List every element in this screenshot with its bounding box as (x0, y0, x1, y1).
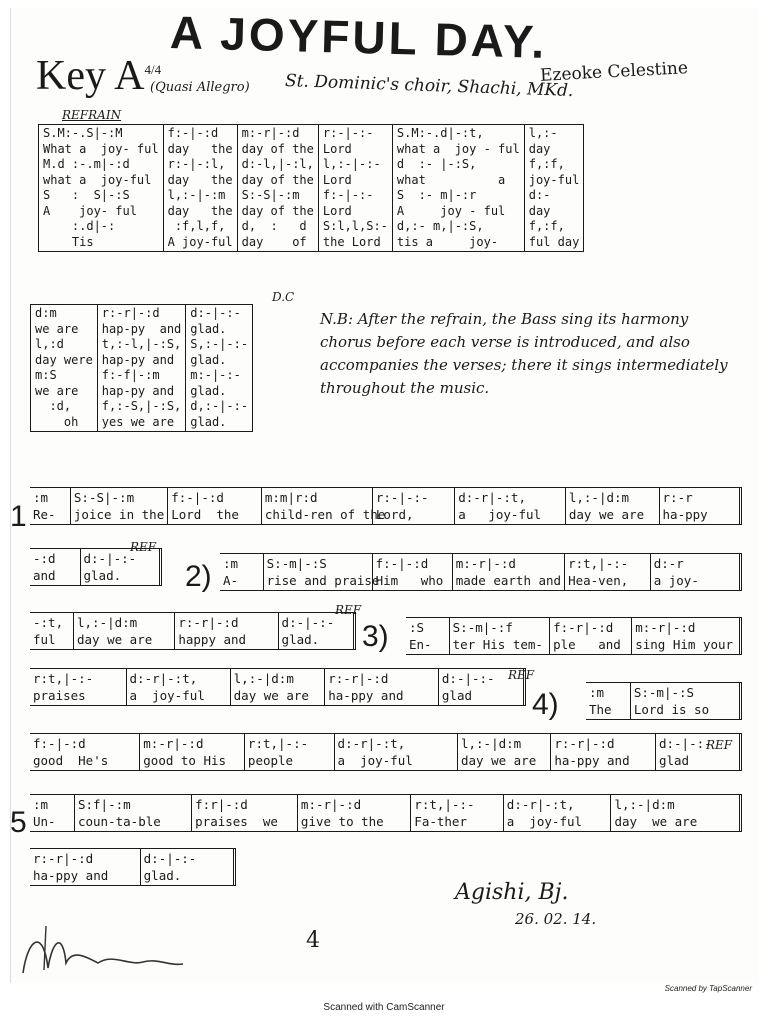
verse-measure: r:t,|-:- Hea-ven, (565, 554, 651, 590)
ref-label: REF (508, 668, 535, 682)
refrain-row (39, 125, 584, 252)
verse-number: 3) (362, 620, 389, 653)
verse-measure: f:-|-:d good He's (30, 734, 140, 770)
choir-name: St. Dominic's choir, Shachi, MKd. (284, 70, 574, 102)
verse-measure: r:-r|-:d ha-ppy and (30, 849, 141, 885)
song-title: A JOYFUL DAY. (169, 6, 548, 68)
verse-measure: d:-|-:- glad (439, 669, 526, 705)
arranger-signature: Agishi, Bj. (455, 880, 569, 905)
verse-measure: r:-r ha-ppy (660, 488, 742, 524)
nb-label: N.B: (320, 310, 354, 328)
verse-measure: m:-r|-:d good to His (140, 734, 245, 770)
signature-date: 26. 02. 14. (515, 910, 597, 928)
dc-label: D.C (272, 290, 295, 304)
tapscanner-footer: Scanned by TapScanner (664, 984, 752, 993)
camscanner-footer: Scanned with CamScanner (323, 1002, 445, 1013)
ref-label: REF (130, 540, 157, 554)
refrain-measure: r:-r|-:d hap-py and t,:-l,|-:S, hap-py and f:-f|-:m hap-py and f,:-S,|-:S, yes we are (97, 305, 185, 432)
verse-measure: r:t,|-:- Fa-ther (411, 795, 503, 831)
verse-measure: f:-r|-:d ple and (550, 618, 632, 654)
verse-measure: d:-|-:- glad. (279, 613, 356, 649)
verse-measure: m:m|r:d child-ren of the (262, 488, 373, 524)
ref-label: REF (706, 738, 733, 752)
verse-staff (30, 794, 742, 832)
verse-measure: m:-r|-:d sing Him your (632, 618, 742, 654)
verse-measure: r:-r|-:d happy and (175, 613, 278, 649)
verse-staff (30, 668, 526, 706)
verse-staff (586, 682, 742, 720)
nb-note (320, 308, 740, 400)
time-signature: 4/4 (144, 62, 162, 77)
verse-number: 2) (185, 560, 212, 593)
refrain-measure: r:-|-:- Lord l,:-|-:- Lord f:-|-:- Lord S:l,l,S:- the Lord (318, 125, 392, 252)
verse-measure: r:t,|-:- praises (30, 669, 127, 705)
verse-measure: d:-r a joy- (651, 554, 742, 590)
verse-measure: :m A- (220, 554, 264, 590)
key-signature: Key $A^{4/4}$ (36, 53, 162, 99)
refrain-measure: S.M:-.S|-:M What a joy- ful M.d :-.m|-:d what a joy-ful S : S|-:S A joy- ful :.d|-: Tis (39, 125, 164, 252)
verse-measure: d:-r|-:t, a joy-ful (504, 795, 612, 831)
verse-measure: S:-m|-:S Lord is so (631, 683, 742, 719)
composer-name: Ezeoke Celestine (539, 58, 689, 86)
verse-measure: -:d and (30, 549, 81, 585)
verse-number: 4) (532, 688, 559, 721)
verse-staff (30, 487, 742, 525)
verse-measure: m:-r|-:d made earth and (453, 554, 565, 590)
refrain-measure: S.M:-.d|-:t, what a joy - ful d :- |-:S, what a S :- m|-:r A joy - ful d,:- m,|-:S, tis a joy- (392, 125, 524, 252)
verse-measure: :m Re- (30, 488, 71, 524)
refrain-measure: l,:- day f,:f, joy-ful d:- day f,:f, ful day (524, 125, 584, 252)
verse-measure: d:-|-:- glad (656, 734, 742, 770)
verse-staff (220, 553, 742, 591)
refrain-measure: f:-|-:d day the r:-|-:l, day the l,:-|-:m day the :f,l,f, A joy-ful (163, 125, 237, 252)
verse-measure: m:-r|-:d give to the (298, 795, 411, 831)
verse-measure: d:-r|-:t, a joy-ful (127, 669, 231, 705)
refrain-measure: d:-|-:- glad. S,:-|-:- glad. m:-|-:- glad. d,:-|-:- glad. (186, 305, 253, 432)
verse-measure: l,:-|d:m day we are (458, 734, 551, 770)
tempo-marking: (Quasi Allegro) (150, 80, 250, 95)
verse-measure: d:-|-:- glad. (141, 849, 236, 885)
verse-staff (406, 617, 742, 655)
refrain-measure: d:m we are l,:d day were m:S we are :d, oh (31, 305, 98, 432)
verse-staff (30, 612, 356, 650)
nb-text: After the refrain, the Bass sing its harmony chorus before each verse is introduced, and also accompanies the verses; there it sings intermediately throughout the music. (320, 310, 728, 397)
refrain-measure: m:-r|-:d day of the d:-l,|-:l, day of the S:-S|-:m day of the d, : d day of (237, 125, 318, 252)
verse-measure: l,:-|d:m day we are (611, 795, 742, 831)
verse-measure: :S En- (406, 618, 450, 654)
verse-measure: d:-r|-:t, a joy-ful (335, 734, 458, 770)
verse-staff (30, 848, 236, 886)
verse-measure: S:f|-:m coun-ta-ble (75, 795, 192, 831)
refrain-label: REFRAIN (62, 108, 122, 122)
verse-measure: d:-r|-:t, a joy-ful (455, 488, 566, 524)
verse-staff (30, 733, 742, 771)
refrain-table (38, 124, 584, 252)
verse-measure: :m Un- (30, 795, 75, 831)
verse-measure: :m The (586, 683, 631, 719)
handwritten-scribble-icon (18, 918, 188, 978)
verse-measure: f:-|-:d Him who (373, 554, 453, 590)
verse-measure: l,:-|d:m day we are (231, 669, 326, 705)
verse-measure: l,:-|d:m day we are (74, 613, 175, 649)
verse-measure: S:-m|-:f ter His tem- (450, 618, 550, 654)
verse-measure: r:-|-:- Lord, (373, 488, 455, 524)
verse-measure: r:-r|-:d ha-ppy and (551, 734, 656, 770)
verse-measure: -:t, ful (30, 613, 74, 649)
verse-measure: f:-|-:d Lord the (168, 488, 262, 524)
verse-number: 5 (10, 806, 27, 839)
verse-measure: S:-S|-:m joice in the (71, 488, 168, 524)
verse-number: 1 (10, 500, 27, 533)
verse-measure: f:r|-:d praises we (192, 795, 298, 831)
refrain-continuation-row (31, 305, 253, 432)
verse-measure: r:-r|-:d ha-ppy and (325, 669, 439, 705)
verse-measure: d:-|-:- glad. (81, 549, 163, 585)
verse-measure: l,:-|d:m day we are (566, 488, 660, 524)
verse-measure: r:t,|-:- people (245, 734, 335, 770)
verse-measure: S:-m|-:S rise and praise (264, 554, 373, 590)
refrain-continuation-table (30, 304, 253, 432)
ref-label: REF (335, 603, 362, 617)
page-number: 4 (306, 928, 320, 953)
